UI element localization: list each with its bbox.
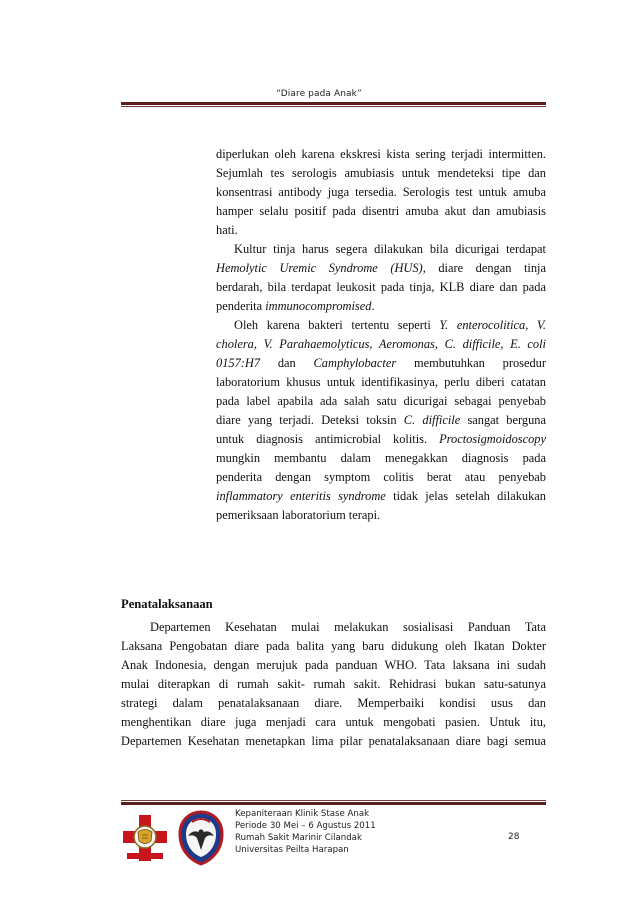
italic-term: 0157:H7 — [216, 356, 261, 370]
footer-line: Rumah Sakit Marinir Cilandak — [235, 833, 362, 843]
text-line: Sejumlah tes serologis amubiasis untuk mendeteksi tipe dan — [216, 166, 546, 180]
text-line: 0157:H7 dan Camphylobacter membutuhkan prosedur — [216, 356, 546, 370]
italic-term: Hemolytic Uremic Syndrome (HUS) — [216, 261, 423, 275]
text-line: berdarah, bila terdapat leukosit pada tinja, KLB diare dan pada — [216, 280, 546, 294]
text-line: konsentrasi antibody juga tersedia. Serologis test untuk amuba — [216, 185, 546, 199]
footer-line: Universitas Peilta Harapan — [235, 845, 349, 855]
text-line: laboratorium khusus untuk identifikasinya, perlu diberi catatan — [216, 375, 546, 389]
italic-term: immunocompromised — [265, 299, 372, 313]
italic-term: Y. enterocolitica, V. — [439, 318, 546, 332]
text-line: pada label apabila ada salah satu dicurigai sebagai penyebab — [216, 394, 546, 408]
text-line: Anak Indonesia, dengan merujuk pada panduan WHO. Tata laksana ini sudah — [121, 658, 546, 672]
section-heading: Penatalaksanaan — [121, 597, 213, 611]
text-line: cholera, V. Parahaemolyticus, Aeromonas, C. difficile, E. coli — [216, 337, 546, 351]
text-line: mulai diterapkan di rumah sakit- rumah sakit. Rehidrasi bukan satu-satunya — [121, 677, 546, 691]
italic-term: C. difficile — [403, 413, 461, 427]
text-line: Hemolytic Uremic Syndrome (HUS), diare dengan tinja — [216, 261, 546, 275]
italic-term: inflammatory enteritis syndrome — [216, 489, 386, 503]
footer-line: Periode 30 Mei – 6 Agustus 2011 — [235, 821, 376, 831]
text-line: hamper selalu positif pada disentri amuba akut dan amubiasis — [216, 204, 546, 218]
red-cross-emblem-icon — [121, 813, 169, 863]
text-line: hati. — [216, 223, 238, 237]
text-line: diare yang terjadi. Deteksi toksin C. difficile sangat berguna — [216, 413, 546, 427]
text-line: Kultur tinja harus segera dilakukan bila dicurigai terdapat — [234, 242, 546, 256]
text-line: Departemen Kesehatan menetapkan lima pilar penatalaksanaan diare bagi semua — [121, 734, 546, 748]
footer-info — [235, 808, 376, 856]
text-line: Departemen Kesehatan mulai melakukan sosialisasi Panduan Tata — [150, 620, 546, 634]
text-line: diperlukan oleh karena ekskresi kista sering terjadi intermitten. — [216, 147, 546, 161]
footer-rule — [121, 800, 546, 805]
text-line: penderita immunocompromised. — [216, 299, 375, 313]
text-line: Oleh karena bakteri tertentu seperti Y. enterocolitica, V. — [234, 318, 546, 332]
footer-line: Kepaniteraan Klinik Stase Anak — [235, 809, 370, 819]
running-header-title: “Diare pada Anak” — [276, 89, 362, 99]
text-line: inflammatory enteritis syndrome tidak jelas setelah dilakukan — [216, 489, 546, 503]
text-line: Laksana Pengobatan diare pada balita yang baru didukung oleh Ikatan Dokter — [121, 639, 546, 653]
text-line: untuk diagnosis antimicrobial kolitis. Proctosigmoidoscopy — [216, 432, 546, 446]
italic-term: Proctosigmoidoscopy — [439, 432, 546, 446]
page-number: 28 — [508, 832, 520, 842]
text-line: penderita dengan symptom colitis berat atau penyebab — [216, 470, 546, 484]
text-line: strategi dalam penatalaksanaan diare. Memperbaiki kondisi usus dan — [121, 696, 546, 710]
italic-term: Camphylobacter — [313, 356, 397, 370]
text-line: menghentikan diare juga menjadi cara untuk mengobati pasien. Untuk itu, — [121, 715, 546, 729]
text-line: pemeriksaan laboratorium terapi. — [216, 508, 381, 522]
text-line: mungkin membantu dalam menegakkan diagnosis pada — [216, 451, 546, 465]
eagle-shield-emblem-icon — [178, 810, 224, 866]
